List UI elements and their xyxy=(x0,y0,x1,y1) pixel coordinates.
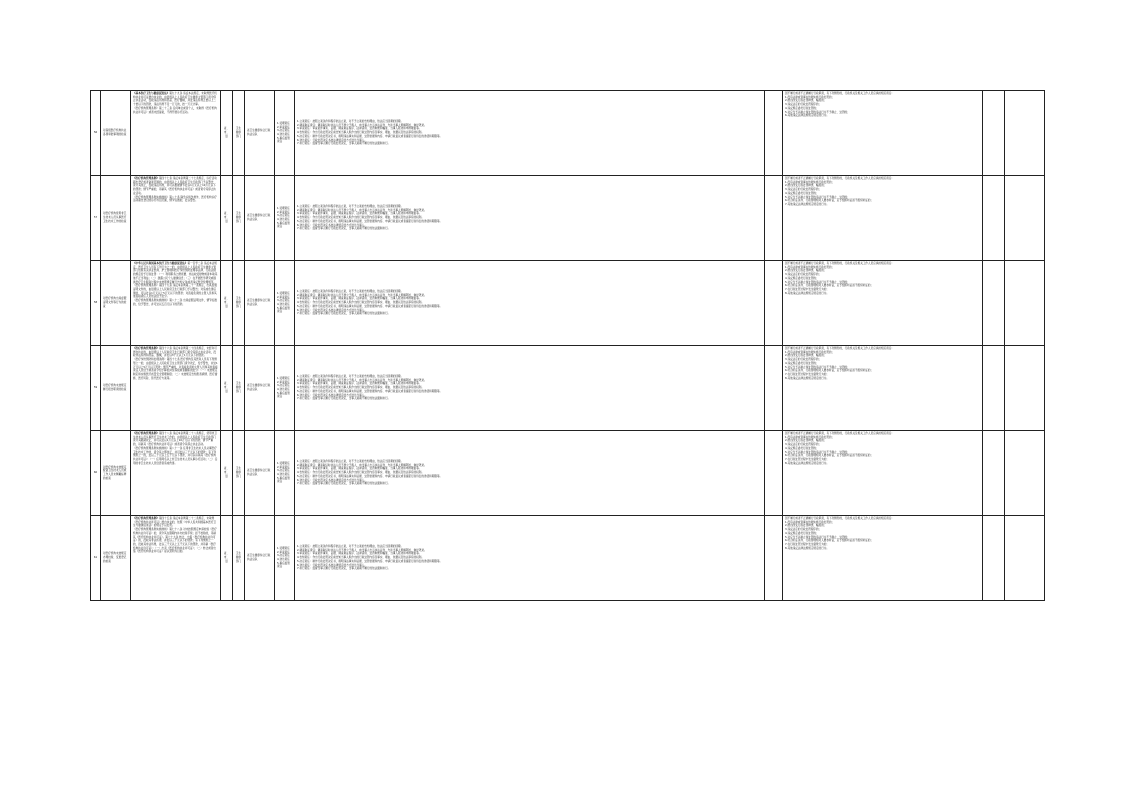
remark-cell xyxy=(1005,91,1045,176)
extra-cell xyxy=(983,261,1005,346)
remark-cell xyxy=(1005,431,1045,516)
responsibility-detail-text: 1.立案责任：按照立案条件和程序依法立案，对不予立案的告知理由，依法应当回避的回避。 2.调查取证责任：调查取证时执法人员不得少于两人，向当事人出示执法证件，允许当事人辩解陈述，做好笔录。 3.审查责任：审查案件事实、证据、调查取证程序、法律适用、处罚种类和幅度、当事人陈述和申辩理由等。 4.告知责任：作出行政处罚决定前告知当事人拟作出的行政处罚内容及事实、理由、依据以及依法享有的权利。 5.决定责任：制作行政处罚决定书，载明违法事实和证据、处罚依据和内容、申请行政复议或者提起行政诉讼的途径和期限等。 6.送达责任：行政处罚决定书按法律规定的方式送达当事人。 7.执行责任：监督当事人履行行政处罚决定，当事人逾期不履行的依法强制执行。 xyxy=(297,290,443,316)
legal-basis-text: 第四十五条 违反本条例第二十二条规定，未取得《医疗机构执业许可证》擅自执业的，依照《中华人民共和国基本医疗卫生与健康促进法》的规定予以处罚。 《医疗机构管理条例实施细则》第七十八条 对未按照规定申请校验《医疗机构执业许可证》的，责令其在限期内补办校验手续；拒不校验的，吊销其《医疗机构执业许可证》。第七十九条 转让、出借《医疗机构执业许可证》的，没收其非法所得，并处以三千元以下的罚款；有下列情形之一的，没收其非法所得，处以三千元以上五千元以下的罚款，并吊销《医疗机构执业许可证》：（一）出卖《医疗机构执业许可证》；（二）转让或者出借《医疗机构执业许可证》是以营利为目的。 xyxy=(133,517,217,554)
extra-cell xyxy=(983,516,1005,601)
implementing-body-text: 省卫生健康综合行政执法总队 xyxy=(247,384,271,391)
legal-basis-cell xyxy=(131,516,221,601)
implementing-body-text: 省卫生健康综合行政执法总队 xyxy=(247,214,271,221)
level-cell xyxy=(221,176,233,261)
item-name-text: 对高级医疗机构执业各项审批事项的检查 xyxy=(103,129,127,136)
extra-cell xyxy=(983,431,1005,516)
implementing-body-cell xyxy=(245,346,275,431)
remark-cell xyxy=(1005,261,1045,346)
seq-cell xyxy=(91,261,101,346)
responsibility-detail-cell xyxy=(295,261,765,346)
item-name-cell xyxy=(101,516,131,601)
basis-heading: 《医疗机构管理条例》 xyxy=(133,432,159,435)
legal-basis-text: 第四十八条 违反本条例第二十八条规定，使用非卫生技术人员从事医疗卫生技术工作的，由县级以上人民政府卫生行政部门责令其限期改正，并可以处以1万元以上10万元以下的罚款；情节严重的，吊销其《医疗机构执业许可证》或者责令其停止执业活动。 《医疗机构管理条例实施细则》第八十一条 任用非卫生技术人员从事医疗卫生技术工作的，责令其立即改正，并可处以三千元以下的罚款；有下列情形之一的，处以三千元以上五千元以下罚款，并可以吊销其《医疗机构执业许可证》：（一）任用两名以上非卫生技术人员从事诊疗活动；（二）任用的非卫生技术人员给患者造成伤害。 xyxy=(133,432,218,465)
basis-heading: 《医疗机构管理条例》 xyxy=(133,347,159,350)
responsibility-summary-text: 1.受理责任 2.审查责任 3.决定责任 4.送达责任 5.事后监管责任 xyxy=(277,291,290,314)
accountable-department-cell xyxy=(765,261,783,346)
level-cell xyxy=(221,346,233,431)
accountability-basis-cell xyxy=(783,176,983,261)
department-text: 卫生健康部门 xyxy=(235,212,242,223)
legal-basis-text: 第四十六条 违反本条例第二十四条规定，未经许可擅自执业的，由县级以上人民政府卫生行政部门责令其停止执业活动，没收非法所得和药品、器械，并处以3千元以上1万元以下的罚款。 《医疗纠纷预防和处理条例》第四十七条 医疗机构及其医务人员有下列情形之一的，由县级以上人民政府卫生主管部门责令改正，给予警告，并处1万元以上5万元以下罚款；情节严重的，对直接负责的主管人员和其他直接责任人员给予或者责令给予降低岗位等级或者撤职的处分：（一）未按规定制定和实施医疗质量安全管理制度；（二）未按规定告知患者病情、医疗措施、医疗风险、替代医疗方案等。 xyxy=(133,347,218,380)
accountability-basis-text: 因不履行或者不正确履行行政职责，有下列情形的，行政机关及相关工作人员应承担相应责任： 1.没有法律或者事实依据实施行政处罚的； 2.擅自改变行政处罚种类、幅度的； 3.违反法定的行政处罚程序的； 4.违反规定委托行政处罚的； 5.对应当予以制止和处罚的违法行为不予制止、处罚的； 6.符合听证条件、行政管理相对人要求听证，应予组织听证而不组织听证的； 7.在行政处罚过程中发生腐败行为的； 8.其他违反法律法规规章规定的行为。 xyxy=(785,432,894,465)
item-name-cell xyxy=(101,261,131,346)
responsibility-summary-cell xyxy=(275,346,295,431)
table-row xyxy=(91,261,1045,346)
legal-basis-text: 第九十九条 违反本法规定，未取得医疗机构执业许可证擅自执业的，由县级以上人民政府卫生健康主管部门责令停止执业活动，没收违法所得和药品、医疗器械，并处违法所得五倍以上二十倍以下的罚款，违法所得不足一万元的，按一万元计算。 《医疗机构管理条例》第二十三条 任何单位或者个人，未取得《医疗机构执业许可证》或者未经备案，不得开展诊疗活动。 xyxy=(133,92,217,114)
responsibility-table xyxy=(90,90,1045,601)
implementing-body-cell xyxy=(245,91,275,176)
department-cell xyxy=(233,91,245,176)
department-cell xyxy=(233,346,245,431)
item-name-text: 对医疗机构未按规定配备卫生技术人员或工作人员未佩戴标牌的检查 xyxy=(103,465,127,480)
table-row xyxy=(91,431,1045,516)
implementing-body-cell xyxy=(245,431,275,516)
responsibility-summary-cell xyxy=(275,516,295,601)
level-text: 省、市、县 xyxy=(223,297,230,308)
responsibility-summary-cell xyxy=(275,431,295,516)
level-cell xyxy=(221,431,233,516)
seq-cell xyxy=(91,431,101,516)
department-text: 卫生健康部门 xyxy=(235,297,242,308)
responsibility-detail-text: 1.立案责任：按照立案条件和程序依法立案，对不予立案的告知理由，依法应当回避的回避。 2.调查取证责任：调查取证时执法人员不得少于两人，向当事人出示执法证件，允许当事人辩解陈述，做好笔录。 3.审查责任：审查案件事实、证据、调查取证程序、法律适用、处罚种类和幅度、当事人陈述和申辩理由等。 4.告知责任：作出行政处罚决定前告知当事人拟作出的行政处罚内容及事实、理由、依据以及依法享有的权利。 5.决定责任：制作行政处罚决定书，载明违法事实和证据、处罚依据和内容、申请行政复议或者提起行政诉讼的途径和期限等。 6.送达责任：行政处罚决定书按法律规定的方式送达当事人。 7.执行责任：监督当事人履行行政处罚决定，当事人逾期不履行的依法强制执行。 xyxy=(297,205,443,231)
level-text: 省、市、县 xyxy=(223,467,230,478)
seq-text: 56 xyxy=(93,131,98,135)
seq-text: 57 xyxy=(93,216,98,220)
seq-cell xyxy=(91,346,101,431)
table-row xyxy=(91,346,1045,431)
responsibility-summary-text: 1.受理责任 2.审查责任 3.决定责任 4.送达责任 5.事后监管责任 xyxy=(277,121,290,144)
extra-cell xyxy=(983,176,1005,261)
accountability-basis-cell xyxy=(783,91,983,176)
responsibility-detail-text: 1.立案责任：按照立案条件和程序依法立案，对不予立案的告知理由，依法应当回避的回避。 2.调查取证责任：调查取证时执法人员不得少于两人，向当事人出示执法证件，允许当事人辩解陈述，做好笔录。 3.审查责任：审查案件事实、证据、调查取证程序、法律适用、处罚种类和幅度、当事人陈述和申辩理由等。 4.告知责任：作出行政处罚决定前告知当事人拟作出的行政处罚内容及事实、理由、依据以及依法享有的权利。 5.决定责任：制作行政处罚决定书，载明违法事实和证据、处罚依据和内容、申请行政复议或者提起行政诉讼的途径和期限等。 6.送达责任：行政处罚决定书按法律规定的方式送达当事人。 7.执行责任：监督当事人履行行政处罚决定，当事人逾期不履行的依法强制执行。 xyxy=(297,375,443,401)
item-name-text: 对医疗机构未按规定履行报告职责的检查 xyxy=(103,384,127,391)
responsibility-summary-cell xyxy=(275,176,295,261)
item-name-text: 对医疗机构使用非卫生技术人员从事医疗卫生技术工作的检查 xyxy=(103,212,127,223)
accountable-department-cell xyxy=(765,91,783,176)
item-name-cell xyxy=(101,176,131,261)
item-name-text: 对医疗机构出具虚假证明文件等行为的检查 xyxy=(103,297,127,308)
responsibility-summary-text: 1.受理责任 2.审查责任 3.决定责任 4.送达责任 5.事后监管责任 xyxy=(277,376,290,399)
accountability-basis-text: 因不履行或者不正确履行行政职责，有下列情形的，行政机关及相关工作人员应承担相应责任： 1.没有法律或者事实依据实施行政处罚的； 2.擅自改变行政处罚种类、幅度的； 3.违反法定的行政处罚程序的； 4.违反规定委托行政处罚的； 5.对应当予以制止和处罚的违法行为不予制止、处罚的； 6.符合听证条件、行政管理相对人要求听证，应予组织听证而不组织听证的； 7.其他违反法律法规规章规定的行为。 xyxy=(785,177,894,206)
implementing-body-text: 省卫生健康综合行政执法总队 xyxy=(247,469,271,476)
implementing-body-cell xyxy=(245,516,275,601)
responsibility-detail-cell xyxy=(295,91,765,176)
seq-cell xyxy=(91,516,101,601)
legal-basis-cell xyxy=(131,91,221,176)
level-text: 省、市、县 xyxy=(223,552,230,563)
item-name-cell xyxy=(101,91,131,176)
item-name-cell xyxy=(101,431,131,516)
seq-cell xyxy=(91,176,101,261)
implementing-body-text: 省卫生健康综合行政执法总队 xyxy=(247,554,271,561)
accountability-basis-text: 因不履行或者不正确履行行政职责，有下列情形的，行政机关及相关工作人员应承担相应责任： 1.没有法律或者事实依据实施行政处罚的； 2.擅自改变行政处罚种类、幅度的； 3.违反法定的行政处罚程序的； 4.违反规定委托行政处罚的； 5.对应当予以制止和处罚的违法行为不予制止、处罚的； 6.符合听证条件、行政管理相对人要求听证，应予组织听证而不组织听证的； 7.在行政处罚过程中发生腐败行为的； 8.其他违反法律法规规章规定的行为。 xyxy=(785,262,894,295)
implementing-body-cell xyxy=(245,261,275,346)
implementing-body-text: 省卫生健康综合行政执法总队 xyxy=(247,299,271,306)
extra-cell xyxy=(983,346,1005,431)
seq-text: 58 xyxy=(93,301,98,305)
accountable-department-cell xyxy=(765,176,783,261)
accountability-basis-cell xyxy=(783,431,983,516)
responsibility-summary-text: 1.受理责任 2.审查责任 3.决定责任 4.送达责任 5.事后监管责任 xyxy=(277,206,290,229)
remark-cell xyxy=(1005,176,1045,261)
legal-basis-cell xyxy=(131,176,221,261)
responsibility-detail-cell xyxy=(295,176,765,261)
seq-text: 60 xyxy=(93,471,98,475)
seq-cell xyxy=(91,91,101,176)
legal-basis-text: 第四十七条 违反本条例第二十七条规定，诊疗活动超出登记或者备案范围的，由县级以上人民政府卫生行政部门予以警告，责令其改正，没收违法所得，并可以根据情节处以1万元以上10万元以下的罚款；情节严重的，吊销其《医疗机构执业许可证》或者责令其停止执业活动。 《医疗机构管理条例实施细则》第八十条 除急诊和急救外，医疗机构诊疗活动超出登记的诊疗科目范围，情节轻微的，处以警告。 xyxy=(133,177,217,203)
accountability-basis-cell xyxy=(783,516,983,601)
responsibility-summary-cell xyxy=(275,91,295,176)
basis-heading: 《中华人民共和国基本医疗卫生与健康促进法》 xyxy=(133,262,188,265)
item-name-text: 对医疗机构未按规定办理校验、变更登记的检查 xyxy=(103,552,127,563)
basis-heading: 《医疗机构管理条例》 xyxy=(133,517,159,520)
level-text: 省、市、县 xyxy=(223,127,230,138)
responsibility-summary-text: 1.受理责任 2.审查责任 3.决定责任 4.送达责任 5.事后监管责任 xyxy=(277,461,290,484)
department-text: 卫生健康部门 xyxy=(235,382,242,393)
accountable-department-cell xyxy=(765,346,783,431)
department-text: 卫生健康部门 xyxy=(235,127,242,138)
level-text: 省、市、县 xyxy=(223,212,230,223)
basis-heading: 《基本医疗卫生与健康促进法》 xyxy=(133,92,170,95)
extra-cell xyxy=(983,91,1005,176)
department-cell xyxy=(233,431,245,516)
remark-cell xyxy=(1005,516,1045,601)
accountability-basis-cell xyxy=(783,261,983,346)
seq-text: 59 xyxy=(93,386,98,390)
implementing-body-cell xyxy=(245,176,275,261)
department-cell xyxy=(233,261,245,346)
department-text: 卫生健康部门 xyxy=(235,467,242,478)
accountability-basis-text: 因不履行或者不正确履行行政职责，有下列情形的，行政机关及相关工作人员应承担相应责任： 1.没有法律或者事实依据实施行政处罚的； 2.擅自改变行政处罚种类、幅度的； 3.违反法定的行政处罚程序的； 4.违反规定委托行政处罚的； 5.对应当予以制止和处罚的违法行为不予制止、处罚的； 6.其他违反法律法规规章规定的行为。 xyxy=(785,92,894,118)
legal-basis-text: 第一百零二条 违反本法规定，医疗卫生人员有下列行为之一的，由县级以上人民政府卫生健康主管部门依照有关执业医师、护士管理和医疗纠纷预防处理等法律、行政法规的规定给予行政处罚：（一）利用职务之便索要、非法收受财物或者牟取其他不正当利益；（二）泄露公民个人健康信息；（三）在开展医学研究或提供医疗卫生服务过程中未按照规定履行告知义务或者违反医学伦理规范。 《医疗机构管理条例》第四十九条 违反本条例第三十一条规定，出具虚假证明文件的，由县级以上人民政府卫生行政部门予以警告；对造成危害后果的，可以处以1万元以上5万元以下的罚款；对直接负责的主管人员和其他直接责任人员依法给予处分。 《医疗机构管理条例实施细则》第八十二条 出具虚假证明文件，情节轻微的，给予警告，并可处以五百元以下的罚款。 xyxy=(133,262,218,306)
responsibility-detail-text: 1.立案责任：按照立案条件和程序依法立案，对不予立案的告知理由，依法应当回避的回避。 2.调查取证责任：调查取证时执法人员不得少于两人，向当事人出示执法证件，允许当事人辩解陈述，做好笔录。 3.审查责任：审查案件事实、证据、调查取证程序、法律适用、处罚种类和幅度、当事人陈述和申辩理由等。 4.告知责任：作出行政处罚决定前告知当事人拟作出的行政处罚内容及事实、理由、依据以及依法享有的权利。 5.决定责任：制作行政处罚决定书，载明违法事实和证据、处罚依据和内容、申请行政复议或者提起行政诉讼的途径和期限等。 6.送达责任：行政处罚决定书按法律规定的方式送达当事人。 7.执行责任：监督当事人履行行政处罚决定，当事人逾期不履行的依法强制执行。 xyxy=(297,545,443,571)
accountability-basis-text: 因不履行或者不正确履行行政职责，有下列情形的，行政机关及相关工作人员应承担相应责任： 1.没有法律或者事实依据实施行政处罚的； 2.擅自改变行政处罚种类、幅度的； 3.违反法定的行政处罚程序的； 4.违反规定委托行政处罚的； 5.对应当予以制止和处罚的违法行为不予制止、处罚的； 6.符合听证条件、行政管理相对人要求听证，应予组织听证而不组织听证的； 7.在行政处罚过程中发生腐败行为的； 8.其他违反法律法规规章规定的行为。 xyxy=(785,347,894,380)
responsibility-detail-text: 1.立案责任：按照立案条件和程序依法立案，对不予立案的告知理由，依法应当回避的回避。 2.调查取证责任：调查取证时执法人员不得少于两人，向当事人出示执法证件，允许当事人辩解陈述，做好笔录。 3.审查责任：审查案件事实、证据、调查取证程序、法律适用、处罚种类和幅度、当事人陈述和申辩理由等。 4.告知责任：作出行政处罚决定前告知当事人拟作出的行政处罚内容及事实、理由、依据以及依法享有的权利。 5.决定责任：制作行政处罚决定书，载明违法事实和证据、处罚依据和内容、申请行政复议或者提起行政诉讼的途径和期限等。 6.送达责任：行政处罚决定书按法律规定的方式送达当事人。 7.执行责任：监督当事人履行行政处罚决定，当事人逾期不履行的依法强制执行。 xyxy=(297,460,443,486)
table-row xyxy=(91,516,1045,601)
responsibility-detail-cell xyxy=(295,346,765,431)
item-name-cell xyxy=(101,346,131,431)
table-row xyxy=(91,176,1045,261)
legal-basis-cell xyxy=(131,431,221,516)
legal-basis-cell xyxy=(131,261,221,346)
accountable-department-cell xyxy=(765,516,783,601)
level-cell xyxy=(221,516,233,601)
accountability-basis-text: 因不履行或者不正确履行行政职责，有下列情形的，行政机关及相关工作人员应承担相应责任： 1.没有法律或者事实依据实施行政处罚的； 2.擅自改变行政处罚种类、幅度的； 3.违反法定的行政处罚程序的； 4.违反规定委托行政处罚的； 5.对应当予以制止和处罚的违法行为不予制止、处罚的； 6.符合听证条件、行政管理相对人要求听证，应予组织听证而不组织听证的； 7.在行政处罚过程中发生腐败行为的； 8.其他违反法律法规规章规定的行为。 xyxy=(785,517,894,550)
table-row xyxy=(91,91,1045,176)
responsibility-summary-text: 1.受理责任 2.审查责任 3.决定责任 4.送达责任 5.事后监管责任 xyxy=(277,546,290,569)
accountable-department-cell xyxy=(765,431,783,516)
accountability-basis-cell xyxy=(783,346,983,431)
department-cell xyxy=(233,516,245,601)
basis-heading: 《医疗机构管理条例》 xyxy=(133,177,159,180)
department-text: 卫生健康部门 xyxy=(235,552,242,563)
implementing-body-text: 省卫生健康综合行政执法总队 xyxy=(247,129,271,136)
responsibility-detail-cell xyxy=(295,431,765,516)
level-cell xyxy=(221,261,233,346)
remark-cell xyxy=(1005,346,1045,431)
level-text: 省、市、县 xyxy=(223,382,230,393)
seq-text: 61 xyxy=(93,556,98,560)
responsibility-detail-text: 1.立案责任：按照立案条件和程序依法立案，对不予立案的告知理由，依法应当回避的回避。 2.调查取证责任：调查取证时执法人员不得少于两人，向当事人出示执法证件，允许当事人辩解陈述，做好笔录。 3.审查责任：审查案件事实、证据、调查取证程序、法律适用、处罚种类和幅度、当事人陈述和申辩理由等。 4.告知责任：作出行政处罚决定前告知当事人拟作出的行政处罚内容及事实、理由、依据以及依法享有的权利。 5.决定责任：制作行政处罚决定书，载明违法事实和证据、处罚依据和内容、申请行政复议或者提起行政诉讼的途径和期限等。 6.送达责任：行政处罚决定书按法律规定的方式送达当事人。 7.执行责任：监督当事人履行行政处罚决定，当事人逾期不履行的依法强制执行。 xyxy=(297,120,443,146)
department-cell xyxy=(233,176,245,261)
legal-basis-cell xyxy=(131,346,221,431)
level-cell xyxy=(221,91,233,176)
responsibility-summary-cell xyxy=(275,261,295,346)
responsibility-detail-cell xyxy=(295,516,765,601)
